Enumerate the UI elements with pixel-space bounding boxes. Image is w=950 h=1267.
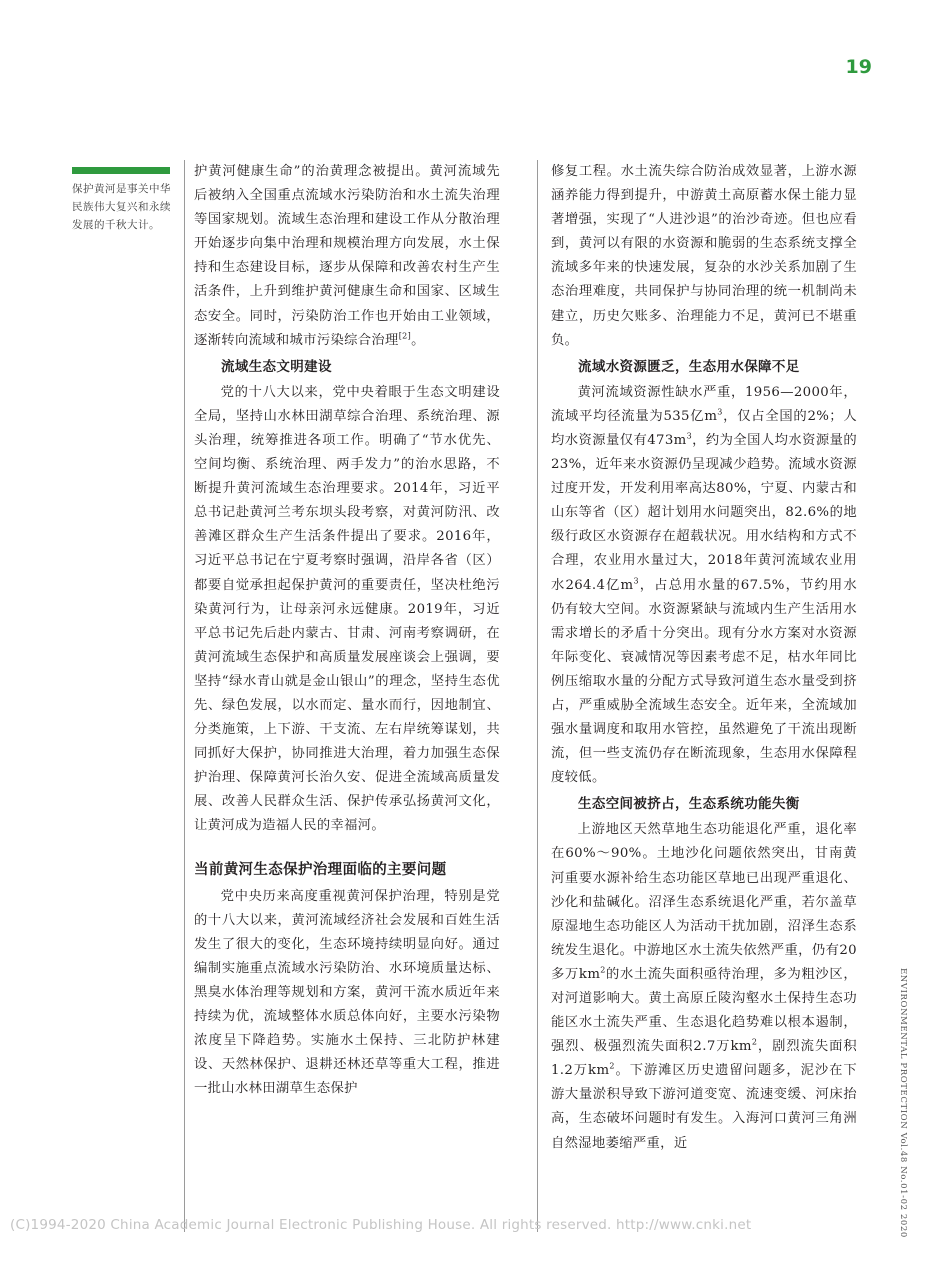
sidebar-accent-bar <box>72 167 170 174</box>
column-rule-left <box>184 160 185 1232</box>
paragraph: 上游地区天然草地生态功能退化严重，退化率在60%～90%。土地沙化问题依然突出，甘南黄河重要水源补给生态功能区草地已出现严重退化、沙化和盐碱化。沼泽生态系统退化严重，若尔盖草原湿地生态功能区人为活动干扰加剧，沼泽生态系统发生退化。中游地区水土流失依然严重，仍有20多万$km^2$的水土流失面积亟待治理，多为粗沙区，对河道影响大。黄土高原丘陵沟壑水土保持生态功能区水土流失严重、生态退化趋势难以根本遏制，强烈、极强烈流失面积2.7万$km^2$，剧烈流失面积1.2万$km^2$。下游滩区历史遗留问题多，泥沙在下游大量淤积导致下游河道变宽、流速变缓、河床抬高，生态破坏问题时有发生。入海河口黄河三角洲自然湿地萎缩严重，近 <box>551 822 857 1151</box>
journal-running-head: ENVIRONMENTAL PROTECTION Vol.48 No.01-02 2020 <box>898 968 908 1238</box>
section-subheading: 生态空间被挤占，生态系统功能失衡 <box>578 796 800 813</box>
text-column-1 <box>194 160 500 1101</box>
page-number: 19 <box>845 56 872 78</box>
paragraph: 党中央历来高度重视黄河保护治理，特别是党的十八大以来，黄河流域经济社会发展和百姓生活发生了很大的变化，生态环境持续明显向好。通过编制实施重点流域水污染防治、水环境质量达标、黑臭水体治理等规划和方案，黄河干流水质近年来持续为优，流域整体水质总体向好，主要水污染物浓度呈下降趋势。实施水土保持、三北防护林建设、天然林保护、退耕还林还草等重大工程，推进一批山水林田湖草生态保护 <box>194 888 500 1097</box>
paragraph: 修复工程。水土流失综合防治成效显著，上游水源涵养能力得到提升，中游黄土高原蓄水保土能力显著增强，实现了“人进沙退”的治沙奇迹。但也应看到，黄河以有限的水资源和脆弱的生态系统支撑全流域多年来的快速发展，复杂的水沙关系加剧了生态治理难度，共同保护与协同治理的统一机制尚未建立，历史欠账多、治理能力不足，黄河已不堪重负。 <box>551 164 857 348</box>
paragraph: 护黄河健康生命”的治黄理念被提出。黄河流域先后被纳入全国重点流域水污染防治和水土流失治理等国家规划。流域生态治理和建设工作从分散治理开始逐步向集中治理和规模治理方向发展，水土保持和生态建设目标，逐步从保障和改善农村生产生活条件，上升到维护黄河健康生命和国家、区域生态安全。同时，污染防治工作也开始由工业领域，逐渐转向流域和城市污染综合治理[2]。 <box>194 164 500 348</box>
section-subheading: 流域生态文明建设 <box>221 358 332 375</box>
section-subheading: 流域水资源匮乏，生态用水保障不足 <box>578 358 800 375</box>
section-heading: 当前黄河生态保护治理面临的主要问题 <box>194 861 447 878</box>
citation-ref[interactable]: [2] <box>398 331 412 341</box>
paragraph: 党的十八大以来，党中央着眼于生态文明建设全局，坚持山水林田湖草综合治理、系统治理、源头治理，统筹推进各项工作。明确了“节水优先、空间均衡、系统治理、两手发力”的治水思路，不断提升黄河流域生态治理要求。2014年，习近平总书记赴黄河兰考东坝头段考察，对黄河防汛、改善滩区群众生产生活条件提出了要求。2016年，习近平总书记在宁夏考察时强调，沿岸各省（区）都要自觉承担起保护黄河的重要责任，坚决杜绝污染黄河行为，让母亲河永远健康。2019年，习近平总书记先后赴内蒙古、甘肃、河南考察调研，在黄河流域生态保护和高质量发展座谈会上强调，要坚持“绿水青山就是金山银山”的理念，坚持生态优先、绿色发展，以水而定、量水而行，因地制宜、分类施策，上下游、干支流、左右岸统筹谋划，共同抓好大保护，协同推进大治理，着力加强生态保护治理、保障黄河长治久安、促进全流域高质量发展、改善人民群众生活、保护传承弘扬黄河文化，让黄河成为造福人民的幸福河。 <box>194 384 500 834</box>
sidebar-pull-quote: 保护黄河是事关中华民族伟大复兴和永续发展的千秋大计。 <box>72 183 171 231</box>
paragraph: 黄河流域资源性缺水严重，1956—2000年，流域平均径流量为535亿$m^3$，仅占全国的2%；人均水资源量仅有$473m^3$，约为全国人均水资源量的23%，近年来水资源仍呈现减少趋势。流域水资源过度开发，开发利用率高达80%，宁夏、内蒙古和山东等省（区）超计划用水问题突出，82.6%的地级行政区水资源存在超载状况。用水结构和方式不合理，农业用水量过大，2018年黄河流域农业用水264.4亿$m^3$，占总用水量的67.5%，节约用水仍有较大空间。水资源紧缺与流域内生产生活用水需求增长的矛盾十分突出。现有分水方案对水资源年际变化、衰减情况等因素考虑不足，枯水年同比例压缩取水量的分配方式导致河道生态水量受到挤占，严重威胁全流域生态安全。近年来，全流域加强水量调度和取用水管控，虽然避免了干流出现断流，但一些支流仍存在断流现象，生态用水保障程度较低。 <box>551 384 857 786</box>
column-rule-middle <box>537 160 538 1232</box>
text-column-2 <box>551 160 857 1156</box>
copyright-footer: (C)1994-2020 China Academic Journal Electronic Publishing House. All rights reserved. http://www.cnki.net <box>10 1217 752 1233</box>
